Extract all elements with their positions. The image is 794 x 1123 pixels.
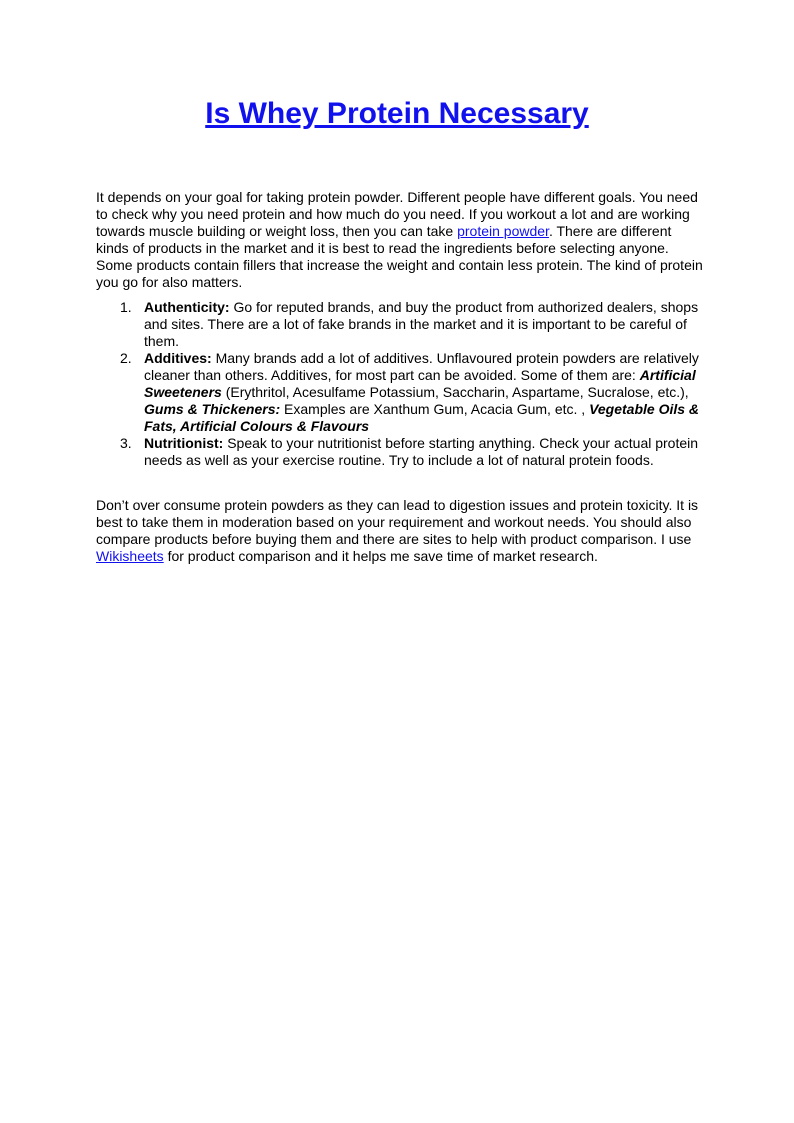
wikisheets-link[interactable]: Wikisheets xyxy=(96,548,164,564)
list-heading: Authenticity: xyxy=(144,299,230,315)
closing-text-end: for product comparison and it helps me save time of market research. xyxy=(163,548,598,564)
closing-paragraph xyxy=(96,497,706,565)
protein-powder-link[interactable]: protein powder xyxy=(457,223,549,239)
list-item-authenticity xyxy=(96,299,706,350)
list-item-additives xyxy=(96,350,706,435)
list-text: Examples are Xanthum Gum, Acacia Gum, etc. , xyxy=(280,401,590,417)
title-link[interactable]: Is Whey Protein Necessary xyxy=(205,97,589,130)
tips-list xyxy=(96,299,706,469)
list-text: Go for reputed brands, and buy the product from authorized dealers, shops and sites. There are a lot of fake brands in the market and it is important to be careful of them. xyxy=(144,299,699,349)
list-text: Many brands add a lot of additives. Unflavoured protein powders are relatively cleaner than others. Additives, for most part can be avoided. Some of them are: xyxy=(144,350,699,383)
list-item-nutritionist xyxy=(96,435,706,469)
closing-text-start: Don’t over consume protein powders as they can lead to digestion issues and protein toxicity. It is best to take them in moderation based on your requirement and workout needs. You should also compare products before buying them and there are sites to help with product comparison. I use xyxy=(96,497,699,547)
list-text: Speak to your nutritionist before starting anything. Check your actual protein needs as well as your exercise routine. Try to include a lot of natural protein foods. xyxy=(144,435,699,468)
list-number: 2. xyxy=(120,350,132,366)
list-number: 3. xyxy=(120,435,132,451)
intro-text-end: . There are different kinds of products in the market and it is best to read the ingredients before selecting anyone. Some products contain fillers that increase the weight and contain less protein. The kind of protein you go for also matters. xyxy=(96,223,703,290)
list-emphasis: Gums & Thickeners: xyxy=(144,401,281,417)
page-title xyxy=(0,96,794,132)
list-heading: Additives: xyxy=(144,350,212,366)
intro-paragraph xyxy=(96,189,706,291)
list-emphasis: Artificial Sweeteners xyxy=(144,367,696,400)
intro-text-start: It depends on your goal for taking protein powder. Different people have different goals. You need to check why you need protein and how much do you need. If you workout a lot and are working towards muscle building or weight loss, then you can take xyxy=(96,189,698,239)
list-text: (Erythritol, Acesulfame Potassium, Saccharin, Aspartame, Sucralose, etc.), xyxy=(221,384,689,400)
list-heading: Nutritionist: xyxy=(144,435,224,451)
list-emphasis: Vegetable Oils & Fats, Artificial Colours & Flavours xyxy=(144,401,700,434)
list-number: 1. xyxy=(120,299,132,315)
